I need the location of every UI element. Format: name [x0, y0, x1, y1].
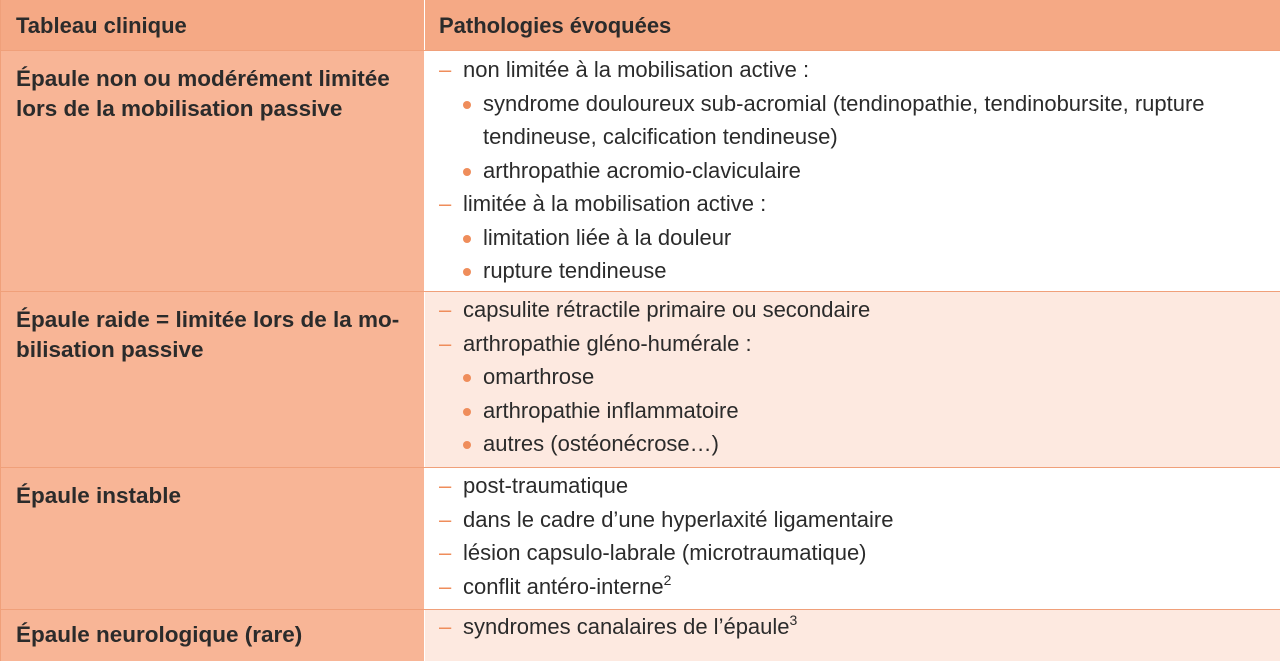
table-row [1, 610, 1280, 661]
row-pathologies [425, 468, 1280, 609]
list-item: – dans le cadre d’une hyperlaxité ligamentaire [439, 503, 1270, 537]
list-item: – arthropathie gléno-humérale : [439, 327, 1270, 361]
list-item: – post-traumatique [439, 469, 1270, 503]
list-item: – limitée à la mobilisation active : [439, 187, 1270, 221]
dash-marker: – [439, 191, 452, 216]
table-header [1, 0, 1280, 51]
dash-marker: – [439, 506, 452, 532]
row-label: Épaule instable [1, 468, 425, 609]
list-item: – syndromes canalaires de l’épaule$^3$ [439, 610, 1270, 644]
bullet-icon [463, 235, 471, 243]
row-pathologies [425, 292, 1280, 467]
list-item: limitation liée à la douleur [439, 221, 1270, 255]
dash-marker: – [439, 573, 452, 599]
bullet-icon [463, 268, 471, 276]
header-pathologies: Pathologies évoquées [439, 13, 672, 38]
list-item: – capsulite rétractile primaire ou secondaire [439, 293, 1270, 327]
list-item: autres (ostéonécrose…) [439, 427, 1270, 461]
header-tableau-clinique: Tableau clinique [1, 0, 425, 50]
row-label: Épaule raide = limitée lors de la mo-bilisation passive [1, 292, 425, 467]
list-item: rupture tendineuse [439, 254, 1270, 288]
dash-marker: – [439, 330, 452, 356]
list-item: – non limitée à la mobilisation active : [439, 53, 1270, 87]
dash-marker: – [439, 614, 452, 639]
row-pathologies [425, 610, 1280, 661]
row-label: Épaule non ou modérément limitée lors de la mobilisation passive [1, 51, 425, 291]
footnote-ref: 2 [663, 571, 672, 588]
dash-marker: – [439, 297, 452, 322]
dash-marker: – [439, 540, 452, 565]
row-pathologies [425, 51, 1280, 291]
list-item: – lésion capsulo-labrale (microtraumatique) [439, 536, 1270, 570]
table-row [1, 468, 1280, 610]
row-label: Épaule neurologique (rare) [1, 610, 425, 661]
list-item: – conflit antéro-interne$^2$ [439, 570, 1270, 604]
bullet-icon [463, 441, 471, 449]
bullet-icon [463, 408, 471, 416]
bullet-icon [463, 374, 471, 382]
footnote-ref: 3 [789, 612, 798, 628]
table-row [1, 51, 1280, 292]
list-item: arthropathie inflammatoire [439, 394, 1270, 428]
dash-marker: – [439, 473, 452, 498]
list-item: arthropathie acromio-claviculaire [439, 154, 1270, 188]
list-item: omarthrose [439, 360, 1270, 394]
dash-marker: – [439, 57, 452, 82]
bullet-icon [463, 168, 471, 176]
bullet-icon [463, 101, 471, 109]
table-row [1, 292, 1280, 468]
list-item: syndrome douloureux sub-acromial (tendinopathie, tendinobursite, rupture tendineuse, calcification tendineuse) [439, 87, 1270, 154]
